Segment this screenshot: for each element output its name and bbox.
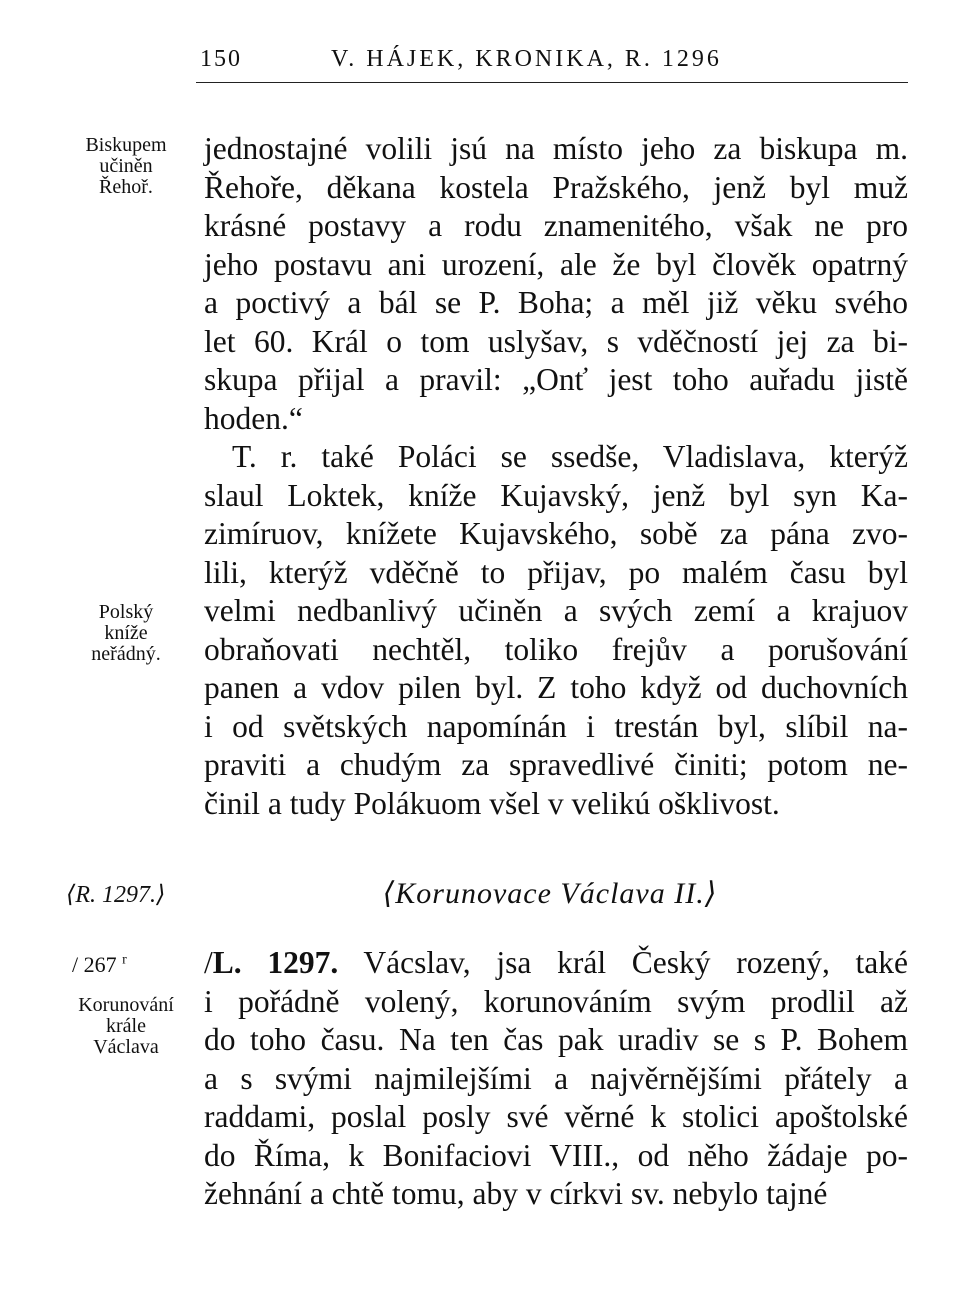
- margin-note-line: Biskupem: [85, 134, 167, 156]
- text-line: i pořádně volený, korunováním svým prodlil až: [204, 983, 908, 1019]
- margin-note-line: učiněn: [99, 155, 153, 177]
- margin-note-line: Polský: [98, 601, 154, 623]
- text-line: velmi nedbanlivý učiněn a svých zemí a krajuov: [204, 593, 908, 628]
- text-line: praviti a chudým za spravedlivé činiti; potom ne-: [204, 747, 908, 782]
- text-line: do Říma, k Bonifaciovi VIII., od něho žádaje po-: [204, 1137, 908, 1173]
- margin-note-line: neřádný.: [91, 643, 161, 665]
- lead-slash: /: [204, 945, 213, 980]
- text-line: zimíruov, knížete Kujavského, sobě za pána zvo-: [204, 516, 908, 551]
- text-line: Řehoře, děkana kostela Pražského, jenž byl muž: [204, 169, 908, 205]
- paragraph-coronation: [204, 944, 908, 1214]
- text-line: i od světských napomínán i trestán byl, slíbil na-: [204, 708, 908, 744]
- text-line: slaul Loktek, kníže Kujavský, jenž byl syn Ka-: [204, 477, 908, 513]
- text-line: činil a tudy Polákuom všel v velikú ošklivost.: [204, 785, 780, 821]
- page-number: 150: [200, 46, 242, 72]
- text-line: žehnání a chtě tomu, aby v církvi sv. nebylo tajné: [204, 1176, 828, 1211]
- paragraph-bishop: [204, 130, 908, 438]
- margin-note-line: Korunování: [78, 994, 174, 1016]
- page-header: [196, 42, 908, 83]
- text-line: a poctivý a bál se P. Boha; a měl již věku svého: [204, 285, 908, 320]
- text-line: lili, kterýž vděčně to přijav, po malém času byl: [204, 554, 908, 590]
- folio-marker: [72, 952, 127, 978]
- margin-note-line: krále: [106, 1015, 146, 1037]
- text-line: a s svými najmilejšími a najvěrnějšími přátely a: [204, 1060, 908, 1096]
- folio-side: r: [122, 952, 127, 968]
- paragraph-polish: [204, 438, 908, 823]
- text-line: do toho času. Na ten čas pak uradiv se s P. Bohem: [204, 1022, 908, 1057]
- text-line: jeho postavu ani urození, ale že byl člověk opatrný: [204, 246, 908, 282]
- text-line: panen a vdov pilen byl. Z toho když od duchovních: [204, 670, 908, 705]
- text-line: [204, 944, 908, 983]
- section-title: ⟨Korunovace Václava II.⟩: [382, 877, 718, 910]
- text-line: hoden.“: [204, 400, 303, 436]
- margin-note-polish-prince: [58, 602, 194, 665]
- folio-number: / 267: [72, 952, 117, 977]
- margin-note-coronation: [58, 995, 194, 1058]
- text-line: T. r. také Poláci se ssedše, Vladislava, kterýž: [232, 439, 908, 474]
- text-line: raddami, poslal posly své věrné k stolici apoštolské: [204, 1099, 908, 1134]
- text-line: jednostajné volili jsú na místo jeho za biskupa m.: [204, 131, 908, 166]
- text-line: let 60. Král o tom uslyšav, s vděčností jej za bi-: [204, 323, 908, 359]
- margin-note-line: Řehoř.: [99, 176, 153, 198]
- text-line: krásné postavy a rodu znamenitého, však ne pro: [204, 208, 908, 243]
- margin-note-bishop: [58, 135, 194, 198]
- margin-note-line: Václava: [93, 1036, 159, 1058]
- year-note: ⟨R. 1297.⟩: [66, 882, 166, 908]
- text-line: obraňovati nechtěl, toliko frejův a porušování: [204, 631, 908, 667]
- text-line: skupa přijal a pravil: „Onť jest toho auřadu jistě: [204, 362, 908, 397]
- first-line-rest: Vácslav, jsa král Český rozený, také: [338, 945, 909, 980]
- margin-note-line: kníže: [104, 622, 148, 644]
- year-heading: L. 1297.: [212, 945, 339, 980]
- running-head: V. HÁJEK, KRONIKA, R. 1296: [331, 46, 722, 72]
